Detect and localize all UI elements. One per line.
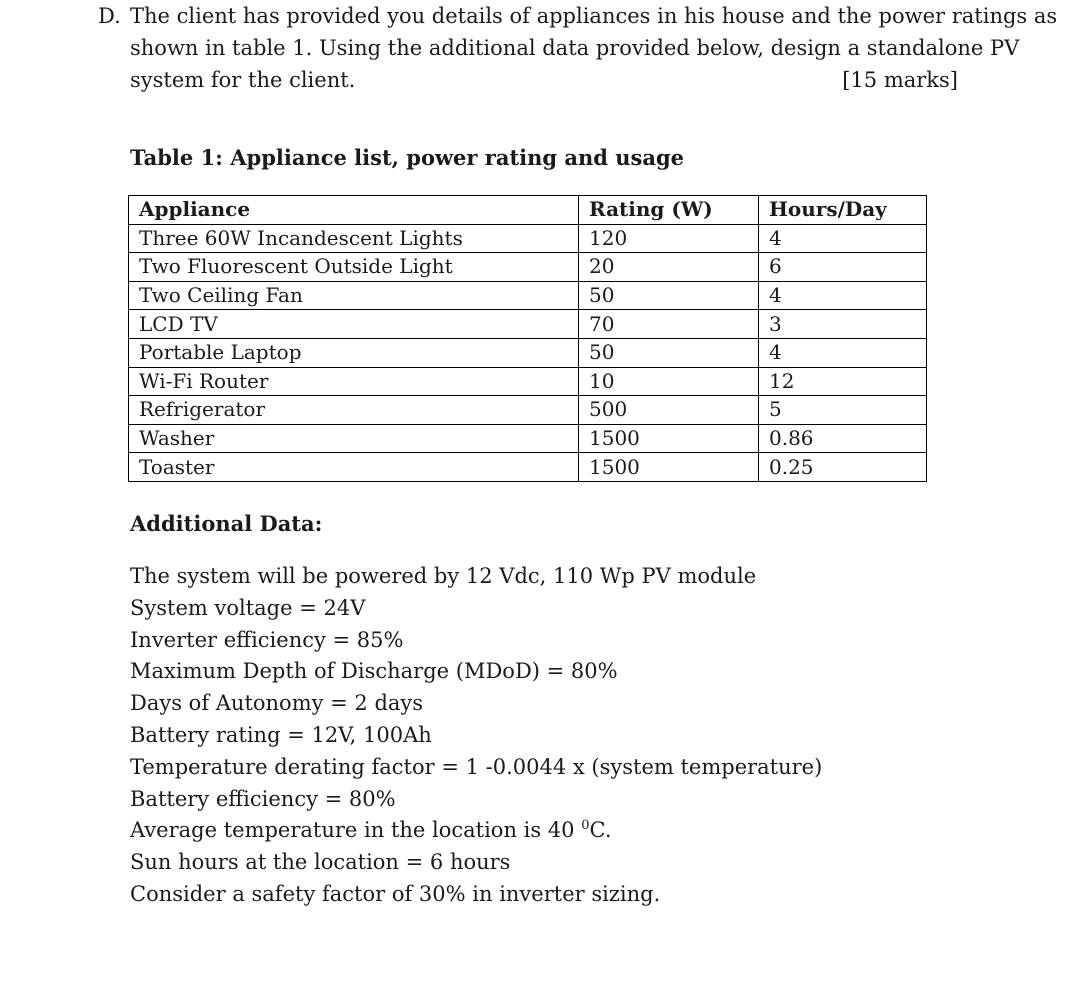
- cell-rating: 120: [579, 224, 759, 253]
- data-line: System voltage = 24V: [130, 595, 366, 620]
- cell-rating: 50: [579, 281, 759, 310]
- cell-hours: 6: [759, 253, 927, 282]
- cell-appliance: Toaster: [129, 453, 579, 482]
- data-line: Temperature derating factor = 1 -0.0044 x (system temperature): [130, 754, 823, 779]
- question-line-2: shown in table 1. Using the additional data provided below, design a standalone PV: [130, 36, 1020, 60]
- cell-appliance: Refrigerator: [129, 396, 579, 425]
- table-row: [129, 396, 927, 425]
- cell-rating: 1500: [579, 424, 759, 453]
- cell-appliance: Portable Laptop: [129, 338, 579, 367]
- table-row: [129, 224, 927, 253]
- cell-hours: 12: [759, 367, 927, 396]
- table-row: [129, 453, 927, 482]
- header-rating: Rating (W): [579, 196, 759, 225]
- temperature-prefix: Average temperature in the location is 40: [130, 818, 582, 843]
- cell-appliance: Wi-Fi Router: [129, 367, 579, 396]
- data-line: Maximum Depth of Discharge (MDoD) = 80%: [130, 659, 618, 684]
- cell-hours: 4: [759, 338, 927, 367]
- question-line-3: [130, 64, 958, 96]
- additional-data-title: Additional Data:: [130, 511, 323, 536]
- data-line: The system will be powered by 12 Vdc, 110 Wp PV module: [130, 564, 757, 588]
- header-hours: Hours/Day: [759, 196, 927, 225]
- cell-rating: 1500: [579, 453, 759, 482]
- cell-hours: 0.25: [759, 453, 927, 482]
- data-line: Consider a safety factor of 30% in inverter sizing.: [130, 881, 661, 906]
- cell-rating: 20: [579, 253, 759, 282]
- data-line: Days of Autonomy = 2 days: [130, 691, 424, 716]
- cell-appliance: Washer: [129, 424, 579, 453]
- cell-rating: 500: [579, 396, 759, 425]
- table-row: [129, 310, 927, 339]
- cell-hours: 3: [759, 310, 927, 339]
- question-line-1: The client has provided you details of appliances in his house and the power ratings as: [130, 4, 1058, 28]
- temperature-suffix: C.: [589, 818, 612, 843]
- cell-hours: 4: [759, 281, 927, 310]
- cell-hours: 5: [759, 396, 927, 425]
- cell-rating: 70: [579, 310, 759, 339]
- question-line-3-text: system for the client.: [130, 68, 356, 92]
- table-title: Table 1: Appliance list, power rating and usage: [130, 145, 685, 170]
- cell-hours: 4: [759, 224, 927, 253]
- data-line: Battery rating = 12V, 100Ah: [130, 722, 432, 747]
- cell-appliance: Three 60W Incandescent Lights: [129, 224, 579, 253]
- cell-appliance: Two Fluorescent Outside Light: [129, 253, 579, 282]
- additional-data-list: [130, 561, 822, 911]
- appliance-table: [128, 195, 927, 482]
- data-line: Sun hours at the location = 6 hours: [130, 850, 511, 875]
- cell-appliance: Two Ceiling Fan: [129, 281, 579, 310]
- question-label: D.: [98, 4, 121, 28]
- table-row: [129, 338, 927, 367]
- table-row: [129, 367, 927, 396]
- cell-appliance: LCD TV: [129, 310, 579, 339]
- cell-hours: 0.86: [759, 424, 927, 453]
- data-line: Battery efficiency = 80%: [130, 786, 396, 811]
- table-row: [129, 253, 927, 282]
- question-marks: [15 marks]: [842, 68, 958, 92]
- degree-superscript: 0: [581, 818, 590, 834]
- question-text: [130, 0, 1058, 96]
- cell-rating: 10: [579, 367, 759, 396]
- cell-rating: 50: [579, 338, 759, 367]
- header-appliance: Appliance: [129, 196, 579, 225]
- data-line: Inverter efficiency = 85%: [130, 627, 404, 652]
- table-row: [129, 281, 927, 310]
- table-row: [129, 424, 927, 453]
- table-header-row: [129, 196, 927, 225]
- temperature-line: [130, 815, 822, 847]
